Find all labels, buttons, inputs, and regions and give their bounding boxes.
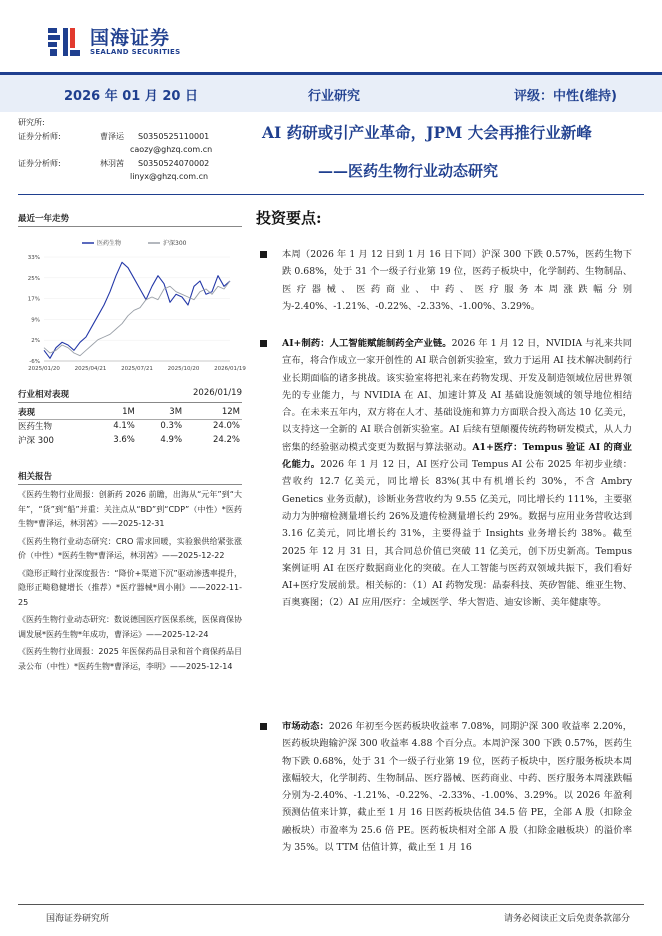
report-title: AI 药研或引产业革命，JPM 大会再推行业新峰 — [262, 123, 592, 142]
report-subtitle: ——医药生物行业动态研究 — [318, 162, 499, 180]
series-line-pharma — [44, 262, 230, 358]
trend-title: 最近一年走势 — [18, 212, 242, 227]
performance-date: 2026/01/19 — [193, 388, 242, 398]
analyst-row — [18, 157, 242, 171]
related-report-item[interactable]: 《隐形正畸行业深度报告：“降价+渠道下沉”驱动渗透率提升，隐形正畸稳健增长（推荐）*医疗器械*周小刚》——2022-11-25 — [18, 568, 242, 607]
related-report-item[interactable]: 《医药生物行业动态研究：CRO 需求回暖，实验猴供给紧张涨价（中性）*医药生物*曹泽运，林羽茜》——2025-12-22 — [18, 536, 242, 560]
x-tick-label: 2025/01/20 — [28, 366, 60, 372]
bullet-square-icon — [260, 723, 267, 730]
performance-section — [18, 388, 242, 447]
logo-mark-icon — [46, 25, 82, 59]
y-tick-label: 33% — [27, 255, 40, 261]
row-name: 沪深 300 — [18, 436, 54, 446]
legend-label: 沪深300 — [163, 240, 187, 247]
bullet-ai-pharma — [260, 335, 632, 612]
column-header: 1M — [90, 405, 137, 419]
performance-title: 行业相对表现 — [18, 390, 70, 400]
analyst-email[interactable]: linyx@ghzq.com.cn — [130, 172, 209, 181]
bullet-heading: 市场动态： — [282, 721, 329, 732]
bullet-heading: AI+制药：人工智能赋能制药全产业链。 — [282, 338, 452, 349]
x-tick-label: 2026/01/19 — [214, 366, 246, 372]
row-name: 医药生物 — [18, 422, 53, 433]
table-header-row — [18, 405, 242, 419]
y-tick-label: -6% — [29, 359, 40, 365]
trend-chart — [18, 235, 246, 385]
related-report-item[interactable]: 《医药生物行业周报：创新药 2026 前瞻，出海从“元年”到“大年”，“货”到“船”并重：关注点从“BD”到“CDP”（中性）*医药生物*曹泽运，林羽茜》——2025-12-31 — [18, 490, 242, 528]
analyst-name — [100, 170, 130, 184]
report-date: 2026 年 01 月 20 日 — [64, 89, 198, 104]
bullet-heading: A1+医疗：Tempus 验证 AI 的商业化能力。 — [282, 441, 632, 471]
x-tick-label: 2025/04/21 — [74, 366, 107, 372]
analyst-label: 证券分析师: — [18, 158, 61, 168]
bullet-square-icon — [260, 340, 267, 347]
analyst-label: 证券分析师: — [18, 131, 61, 141]
cell-1m: 4.1% — [113, 421, 135, 432]
analyst-label — [18, 143, 100, 157]
brand-name-cn: 国海证券 — [90, 26, 171, 49]
bullet-square-icon — [260, 251, 267, 258]
report-type: 行业研究 — [308, 89, 361, 104]
related-reports — [18, 470, 242, 674]
analyst-email[interactable]: caozy@ghzq.com.cn — [130, 145, 213, 154]
performance-table — [18, 405, 242, 447]
footer-left: 国海证券研究所 — [46, 914, 110, 924]
header-divider — [18, 194, 644, 195]
investment-points-title: 投资要点: — [256, 209, 322, 227]
analyst-cert: S0350524070002 — [138, 158, 210, 168]
analyst-row — [18, 143, 242, 157]
brand-name-en: SEALAND SECURITIES — [90, 47, 181, 56]
analyst-row — [18, 170, 242, 184]
x-tick-label: 2025/07/21 — [121, 366, 153, 372]
bullet-body: 2026 年 1 月 12 日，NVIDIA 与礼来共同宣布，将合作成立一家开创性的 AI 联合创新实验室，致力于运用 AI 技术解决制药行业长期面临的诸多挑战。该实验室将把礼来在药物发现、开发及制造领域位居世界领先的专业能力，与 NVIDIA 在 AI、加速计算及 AI 基础设施领域的领导地位相结合。在未来五年内，双方将在人才、基础设施和算力方面联合投入高达 10 亿美元，以支持这一全新的 AI 联合创新实验室。AI 后续有望颠覆传统药物研发模式，从人力密集的经验驱动模式变更为数据与算法驱动。 — [282, 338, 632, 453]
bullet-body: 2026 年初至今医药板块收益率 7.08%，同期沪深 300 收益率 2.20%，医药板块跑输沪深 300 收益率 4.88 个百分点。本周沪深 300 下跌 0.57%，医药生物下跌 0.68%，处于 31 个一级子行业第 19 位，医药子板块中，医疗服务板块本周涨幅较大，化学制药、生物制品、医疗器械、医药商业、中药、医疗服务本周涨跌幅分别为-2.40%、-1.21%、-0.22%、-2.33%、-1.00%、3.29%。以 2026 年盈利预测估值来计算，截止至 1 月 16 日医药板块估值 34.5 倍 PE，全部 A 股（扣除金融板块）市盈率为 25.6 倍 PE。医药板块相对全部 A 股（扣除金融板块）的溢价率为 35%。以 TTM 估值计算，截止至 1 月 16 — [282, 721, 632, 854]
y-tick-label: 2% — [31, 338, 40, 345]
y-tick-label: 17% — [27, 296, 40, 303]
y-tick-label: 9% — [31, 317, 40, 324]
cell-3m: 0.3% — [160, 421, 183, 432]
column-header: 表现 — [18, 405, 90, 419]
bullet-body: 2026 年 1 月 12 日，AI 医疗公司 Tempus AI 公布 2025 年初步业绩：营收约 12.7 亿美元，同比增长 83%(其中有机增长约 30%，不含 Ambry Genetics 业务贡献)，诊断业务营收约为 9.55 亿美元，同比增长约 111%，主要驱动力为肿瘤检测量增长约 26%及遗传检测量增长约 29%。数据与应用业务营收达到 3.16 亿美元，同比增长约 31%，主要得益于 Insights 业务增长约 38%。截至 2025 年 12 月 31 日，其合同总价值已突破 11 亿美元，创下历史新高。Tempus 案例证明 AI 在医疗数据商业化的突破。在人工智能与医药双领域共振下，我们看好 AI+医疗发展前景。相关标的：（1）AI 药物发现：晶泰科技、英矽智能、维亚生物、百奥赛图；（2）AI 应用/医疗：全域医学、华大智造、迪安诊断、美年健康等。 — [282, 459, 632, 609]
analyst-name: 林羽茜 — [100, 158, 124, 168]
series-line-csi300 — [44, 281, 230, 356]
analyst-name — [100, 143, 130, 157]
report-rating: 评级：中性(维持) — [514, 89, 617, 104]
cell-12m: 24.2% — [212, 435, 240, 445]
column-header: 3M — [137, 405, 184, 419]
y-tick-label: 25% — [27, 275, 40, 282]
table-row — [18, 419, 242, 433]
footer-disclaimer[interactable]: 请务必阅读正文后免责条款部分 — [503, 914, 630, 924]
bullet-weekly-summary — [260, 246, 632, 315]
page-footer — [18, 904, 644, 924]
cell-1m: 3.6% — [113, 435, 135, 445]
trend-section — [18, 212, 246, 385]
analyst-row — [18, 130, 242, 144]
related-report-item[interactable]: 《医药生物行业动态研究：数说德国医疗医保系统，医保商保协调发展*医药生物*年成功，曹泽运》——2025-12-24 — [18, 615, 242, 639]
analyst-info — [18, 116, 242, 184]
performance-header — [18, 388, 242, 403]
column-header: 12M — [184, 405, 242, 419]
analyst-label — [18, 170, 100, 184]
analyst-cert: S0350525110001 — [138, 131, 210, 141]
related-reports-title: 相关报告 — [18, 470, 242, 485]
table-row — [18, 433, 242, 447]
analyst-name: 曹泽运 — [100, 131, 124, 141]
bullet-text — [260, 335, 632, 612]
related-report-item[interactable]: 《医药生物行业周报：2025 年医保药品目录和首个商保药品目录公布（中性）*医药生物*曹泽运，李明》——2025-12-14 — [18, 647, 242, 671]
bullet-market-dynamics — [260, 718, 632, 856]
cell-12m: 24.0% — [212, 421, 240, 432]
researcher-label: 研究所: — [18, 118, 45, 127]
legend-label: 医药生物 — [97, 240, 122, 247]
cell-3m: 4.9% — [160, 435, 183, 445]
bullet-text: 本周（2026 年 1 月 12 日到 1 月 16 日下同）沪深 300 下跌 0.57%，医药生物下跌 0.68%，处于 31 个一级子行业第 19 位，医药子板块中，化学制药、生物制品、医疗器械、医药商业、中药、医疗服务本周涨跌幅分别为-2.40%、-1.21%、-0.22%、-2.33%、-1.00%、3.29%。 — [282, 249, 632, 312]
brand-logo — [46, 22, 180, 62]
bullet-text — [260, 718, 632, 856]
header-bar — [0, 72, 662, 112]
x-tick-label: 2025/10/20 — [167, 366, 200, 372]
